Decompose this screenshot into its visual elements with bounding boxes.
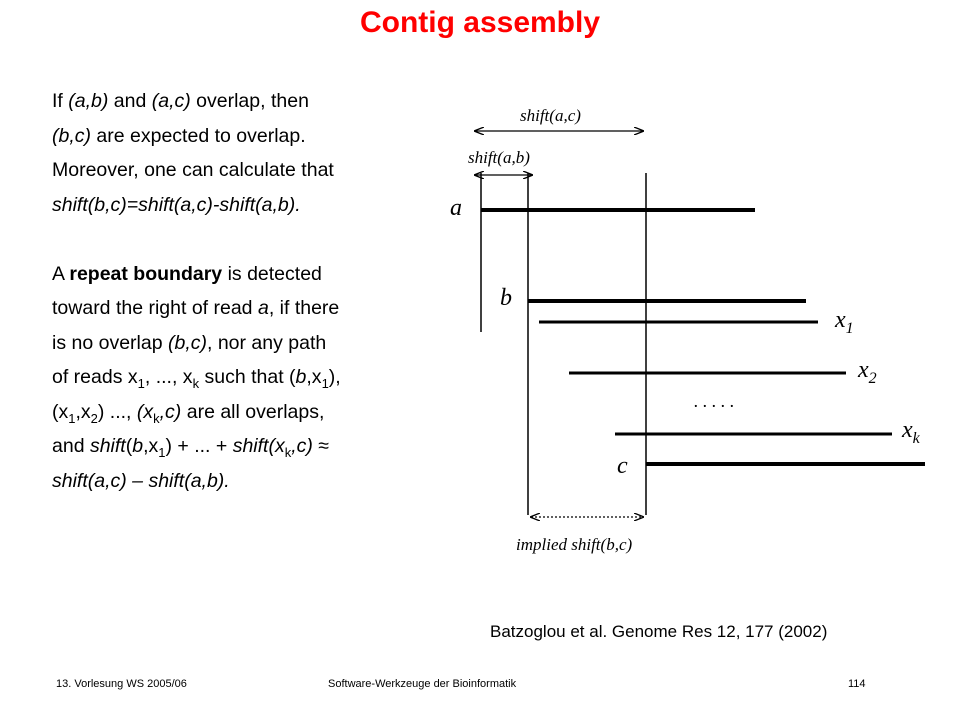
read-c-label: c xyxy=(617,453,628,479)
read-x2-label: $x_2$ xyxy=(858,357,877,387)
text-line xyxy=(52,395,432,430)
text-run: Moreover, one can calculate that xyxy=(52,159,334,181)
text-run: If xyxy=(52,90,69,112)
ellipsis-dots: . . . . . xyxy=(694,391,735,411)
body-text xyxy=(52,84,432,498)
text-run: A xyxy=(52,262,70,285)
text-run: ( xyxy=(125,435,133,457)
text-line xyxy=(52,153,432,188)
text-run: 1 xyxy=(321,375,329,391)
overlap-diagram xyxy=(440,95,940,575)
text-line xyxy=(52,257,432,292)
shift-ab-label: shift(a,b) xyxy=(468,148,530,167)
text-run: such that ( xyxy=(199,366,296,388)
text-run: ), xyxy=(328,366,341,388)
footer-course: Software-Werkzeuge der Bioinformatik xyxy=(328,678,517,690)
implied-shift-label: implied shift(b,c) xyxy=(516,535,633,554)
text-run: toward the right of read xyxy=(52,297,258,319)
text-run: shift xyxy=(89,435,126,457)
text-line xyxy=(52,464,432,499)
citation: Batzoglou et al. Genome Res 12, 177 (2002) xyxy=(490,622,828,641)
text-run: is no overlap xyxy=(52,331,168,354)
text-run: ,x xyxy=(75,400,91,423)
text-run: ,x xyxy=(143,435,159,457)
shift-ac-label: shift(a,c) xyxy=(520,106,581,125)
text-run: 1 xyxy=(158,444,166,460)
text-run: (b,c) xyxy=(52,124,91,147)
read-b-label: b xyxy=(500,285,512,311)
text-run: b xyxy=(295,366,307,388)
text-line xyxy=(52,429,432,464)
text-run: ,c) xyxy=(291,435,313,457)
text-run: a xyxy=(257,297,269,319)
slide-title: Contig assembly xyxy=(359,6,601,39)
text-run: k xyxy=(284,444,292,460)
text-run: k xyxy=(192,375,200,391)
text-run: (a,c) xyxy=(151,90,191,112)
text-run: b xyxy=(132,435,144,457)
text-run: , nor any path xyxy=(206,331,327,354)
footer-lecture: 13. Vorlesung WS 2005/06 xyxy=(56,678,187,690)
text-run: (b,c) xyxy=(167,331,207,354)
text-run: overlap, then xyxy=(190,90,309,112)
text-run: shift(x xyxy=(232,435,285,457)
text-run: k xyxy=(153,410,160,426)
text-line xyxy=(52,119,432,154)
text-run: are expected to overlap. xyxy=(91,124,306,147)
text-line xyxy=(52,360,432,395)
text-run: (x xyxy=(52,400,69,423)
read-a-label: a xyxy=(450,195,462,221)
text-run: (a,b) xyxy=(68,90,109,112)
read-xk-label: $x_k$ xyxy=(902,417,920,447)
text-line xyxy=(52,326,432,361)
text-run: repeat boundary xyxy=(69,262,223,285)
text-run: shift(b,c)=shift(a,c)-shift(a,b). xyxy=(52,193,301,216)
text-line xyxy=(52,188,432,223)
paragraph-overlap xyxy=(52,84,432,222)
text-run: shift(a,c) – shift(a,b). xyxy=(52,469,230,492)
text-run: , if there xyxy=(268,297,340,319)
text-run: 2 xyxy=(90,410,98,426)
text-run: ,c) xyxy=(159,400,182,423)
text-run: , ..., x xyxy=(144,366,193,388)
text-run: and xyxy=(52,435,90,457)
text-run: (x xyxy=(136,400,154,423)
text-run: 1 xyxy=(68,410,76,426)
text-run: ,x xyxy=(306,366,322,388)
paragraph-repeat-boundary xyxy=(52,257,432,499)
text-run: ) ..., xyxy=(97,400,137,423)
text-run: is detected xyxy=(222,262,322,285)
text-run: ) + ... + xyxy=(165,435,233,457)
text-line xyxy=(52,84,432,119)
text-run: ≈ xyxy=(312,435,329,457)
text-run: are all overlaps, xyxy=(181,400,325,423)
text-run: of reads x xyxy=(52,366,138,388)
text-run: 1 xyxy=(137,375,145,391)
page-number: 114 xyxy=(848,678,866,690)
read-x1-label: $x_1$ xyxy=(835,307,854,337)
text-line xyxy=(52,291,432,326)
text-run: and xyxy=(108,90,152,112)
